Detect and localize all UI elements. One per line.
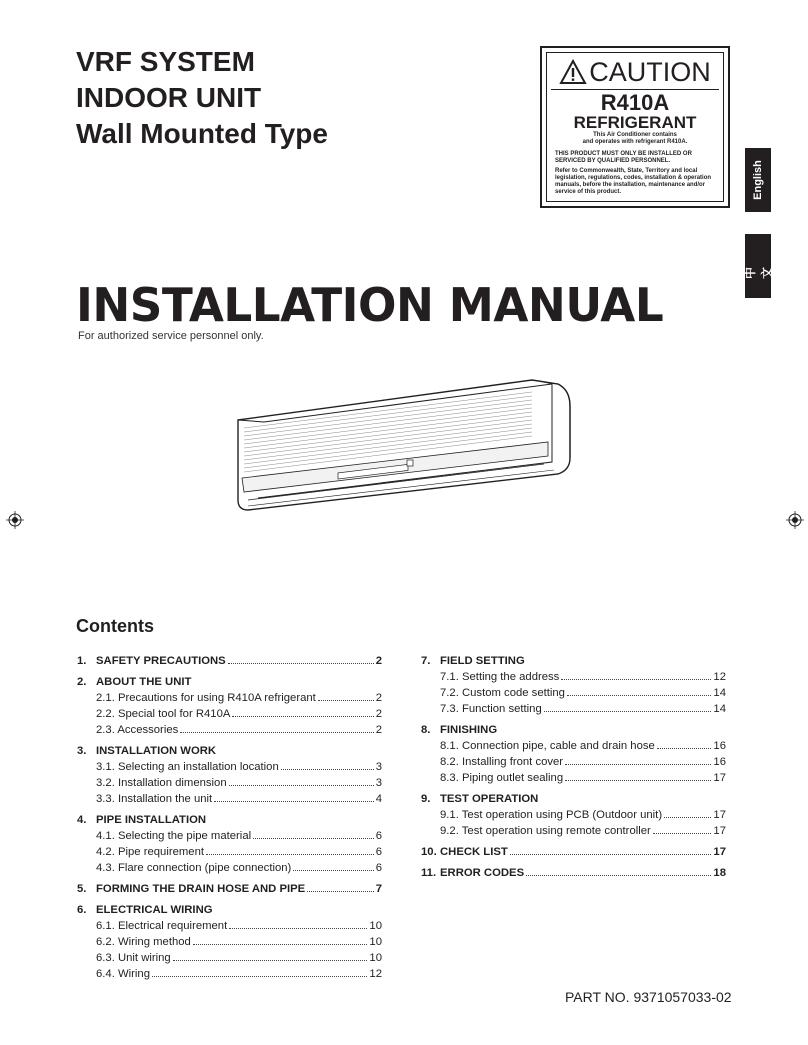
header-line-unit: INDOOR UNIT [76,82,262,113]
toc-leader-dots [228,663,374,664]
toc-leader-dots [229,928,367,929]
toc-subentry-page: 3 [375,777,382,789]
toc-subentry[interactable] [77,846,382,862]
toc-subentry[interactable] [77,724,382,740]
toc-section [421,655,726,719]
toc-entry[interactable] [77,904,382,920]
toc-entry[interactable] [421,793,726,809]
toc-section [77,676,382,740]
toc-entry[interactable] [77,814,382,830]
warning-triangle-icon [559,59,587,85]
toc-entry-label: CHECK LIST [440,846,508,858]
caution-heading: CAUTION [589,57,711,87]
caution-legislation-text: Refer to Commonwealth, State, Territory and local legislation, regulations, codes, installation & operation manuals, before the installation, maintenance and/or service of this product. [555,168,712,195]
toc-subentry[interactable] [77,708,382,724]
toc-entry-label: PIPE INSTALLATION [96,814,207,826]
toc-entry[interactable] [77,745,382,761]
toc-subentry[interactable] [421,825,726,841]
toc-section [77,814,382,878]
header-title-block [76,44,328,152]
toc-subentry-label: 8.3. Piping outlet sealing [440,772,564,784]
caution-contains-1: This Air Conditioner contains [593,132,677,138]
caution-label [540,46,730,208]
header-line-system: VRF SYSTEM [76,46,255,77]
toc-leader-dots [232,716,373,717]
toc-subentry-label: 3.2. Installation dimension [96,777,227,789]
toc-subentry-label: 6.2. Wiring method [96,936,191,948]
toc-leader-dots [206,854,374,855]
toc-leader-dots [657,748,712,749]
toc-entry[interactable] [421,724,726,740]
toc-section [77,883,382,899]
refrigerant-code: R410A [600,90,670,115]
toc-section [421,846,726,862]
toc-subentry[interactable] [421,671,726,687]
toc-entry-label: INSTALLATION WORK [96,745,217,757]
contents-title: Contents [76,616,154,636]
toc-subentry[interactable] [77,830,382,846]
toc-leader-dots [318,700,374,701]
toc-section [421,724,726,788]
toc-leader-dots [565,764,711,765]
toc-entry-number: 5. [77,883,87,895]
toc-subentry-label: 8.1. Connection pipe, cable and drain hose [440,740,655,752]
toc-entry-number: 3. [77,745,87,757]
toc-leader-dots [561,679,711,680]
toc-entry-number: 2. [77,676,87,688]
toc-subentry[interactable] [77,920,382,936]
toc-entry[interactable] [77,655,382,671]
toc-subentry[interactable] [421,772,726,788]
toc-subentry-page: 16 [713,756,726,768]
toc-section [77,745,382,809]
toc-leader-dots [664,817,711,818]
toc-entry-page: 18 [713,867,726,879]
part-number: PART NO. 9371057033-02 [565,989,732,1005]
toc-entry-label: ERROR CODES [440,867,525,879]
toc-entry-page: 17 [713,846,726,858]
toc-entry-label: TEST OPERATION [440,793,539,805]
toc-subentry-label: 2.3. Accessories [96,724,179,736]
toc-subentry-label: 8.2. Installing front cover [440,756,564,768]
toc-leader-dots [193,944,368,945]
toc-entry-number: 4. [77,814,87,826]
caution-contains-2: and operates with refrigerant R410A. [582,139,688,145]
toc-subentry-label: 4.2. Pipe requirement [96,846,205,858]
toc-subentry-page: 3 [375,761,382,773]
toc-subentry[interactable] [77,777,382,793]
language-tab-english[interactable] [745,148,771,212]
toc-leader-dots [567,695,711,696]
toc-subentry-page: 10 [369,920,382,932]
toc-subentry[interactable] [421,687,726,703]
toc-right-column [421,655,726,888]
language-tab-english-label: English [752,160,765,200]
toc-entry-page: 7 [375,883,382,895]
toc-entry-number: 7. [421,655,431,667]
toc-section [77,655,382,671]
refrigerant-word: REFRIGERANT [573,113,697,132]
toc-entry-number: 9. [421,793,431,805]
toc-section [421,867,726,883]
caution-qualified-text: THIS PRODUCT MUST ONLY BE INSTALLED OR SERVICED BY QUALIFIED PERSONNEL. [555,151,692,164]
toc-section [421,793,726,841]
toc-subentry-label: 7.1. Setting the address [440,671,560,683]
toc-leader-dots [253,838,374,839]
manual-title: INSTALLATION MANUAL [76,278,664,332]
toc-leader-dots [180,732,373,733]
toc-subentry-page: 10 [369,936,382,948]
toc-subentry-label: 2.2. Special tool for R410A [96,708,231,720]
toc-leader-dots [526,875,711,876]
toc-leader-dots [214,801,374,802]
wall-unit-illustration [232,376,577,512]
toc-subentry[interactable] [77,968,382,984]
toc-subentry[interactable] [421,740,726,756]
toc-subentry-page: 2 [375,708,382,720]
language-tabs [743,148,774,320]
toc-subentry-page: 2 [375,692,382,704]
toc-leader-dots [653,833,712,834]
toc-subentry[interactable] [77,692,382,708]
toc-leader-dots [152,976,367,977]
toc-subentry-page: 14 [713,703,726,715]
caution-label-inner [546,52,724,202]
toc-subentry-label: 6.1. Electrical requirement [96,920,228,932]
toc-entry-label: ELECTRICAL WIRING [96,904,213,916]
toc-entry-number: 11. [421,867,437,879]
toc-subentry-page: 2 [375,724,382,736]
toc-leader-dots [565,780,711,781]
toc-subentry-page: 6 [375,830,382,842]
toc-subentry-label: 4.1. Selecting the pipe material [96,830,252,842]
toc-leader-dots [510,854,712,855]
toc-entry-label: FORMING THE DRAIN HOSE AND PIPE [96,883,306,895]
toc-subentry[interactable] [77,936,382,952]
toc-subentry-page: 12 [713,671,726,683]
toc-entry[interactable] [77,883,382,899]
toc-entry-number: 8. [421,724,431,736]
toc-subentry-page: 14 [713,687,726,699]
toc-subentry-label: 7.3. Function setting [440,703,542,715]
toc-entry[interactable] [421,867,726,883]
toc-subentry[interactable] [421,809,726,825]
toc-subentry[interactable] [77,793,382,809]
registration-mark-right-icon [786,511,804,529]
registration-mark-left-icon [6,511,24,529]
toc-leader-dots [173,960,368,961]
toc-entry-number: 6. [77,904,87,916]
toc-subentry-page: 6 [375,862,382,874]
toc-subentry-page: 4 [375,793,382,805]
toc-subentry[interactable] [421,756,726,772]
toc-entry-label: FIELD SETTING [440,655,525,667]
toc-subentry[interactable] [77,761,382,777]
toc-subentry-page: 10 [369,952,382,964]
toc-subentry-label: 3.1. Selecting an installation location [96,761,279,773]
toc-leader-dots [229,785,374,786]
toc-subentry-page: 17 [713,772,726,784]
toc-entry-page: 2 [375,655,382,667]
toc-entry-label: FINISHING [440,724,498,736]
toc-entry[interactable] [421,846,726,862]
toc-entry-label: ABOUT THE UNIT [96,676,192,688]
toc-entry-number: 1. [77,655,87,667]
toc-left-column [77,655,382,989]
toc-section [77,904,382,984]
toc-subentry-label: 9.2. Test operation using remote controller [440,825,651,837]
toc-subentry-label: 6.3. Unit wiring [96,952,171,964]
caution-heading-row [547,57,723,87]
toc-leader-dots [293,870,373,871]
toc-subentry-page: 12 [369,968,382,980]
toc-subentry-label: 9.1. Test operation using PCB (Outdoor unit) [440,809,663,821]
toc-leader-dots [544,711,712,712]
header-line-type: Wall Mounted Type [76,118,328,149]
toc-subentry-label: 2.1. Precautions for using R410A refrigerant [96,692,316,704]
toc-subentry-page: 17 [713,809,726,821]
toc-subentry[interactable] [77,862,382,878]
toc-subentry-label: 7.2. Custom code setting [440,687,565,699]
language-tab-chinese-label: 中 文 [743,266,774,279]
toc-subentry[interactable] [77,952,382,968]
toc-subentry[interactable] [421,703,726,719]
toc-leader-dots [307,891,373,892]
toc-subentry-page: 17 [713,825,726,837]
toc-entry-label: SAFETY PRECAUTIONS [96,655,226,667]
language-tab-chinese[interactable] [743,234,774,298]
manual-subtitle: For authorized service personnel only. [78,330,264,342]
toc-entry[interactable] [77,676,382,692]
toc-subentry-label: 6.4. Wiring [96,968,150,980]
toc-entry[interactable] [421,655,726,671]
toc-subentry-label: 4.3. Flare connection (pipe connection) [96,862,292,874]
toc-subentry-page: 16 [713,740,726,752]
toc-subentry-page: 6 [375,846,382,858]
toc-entry-number: 10. [421,846,437,858]
toc-subentry-label: 3.3. Installation the unit [96,793,213,805]
toc-leader-dots [281,769,374,770]
